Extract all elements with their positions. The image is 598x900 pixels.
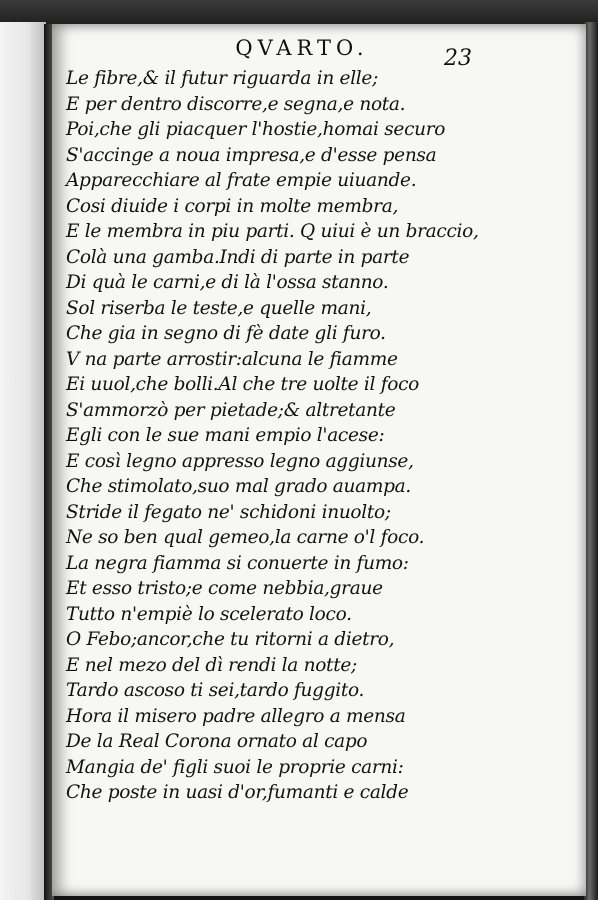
book-page [52,24,586,896]
page-number: 23 [444,46,472,71]
verse-line: Che poste in uasi d'or,fumanti e calde [66,782,409,803]
verse-line: E nel mezo del dì rendi la notte; [66,654,357,676]
verse-line: S'accinge a noua impresa,e d'esse pensa [66,144,437,166]
verse-line: E così legno appresso legno aggiunse, [66,450,414,472]
verse-line: Ei uuol,che bolli.Al che tre uolte il foco [66,374,419,395]
verse-line: Poi,che gli piacquer l'hostie,homai securo [66,119,446,140]
verse-line: V na parte arrostir:alcuna le fiamme [66,348,398,370]
verse-line: Che gia in segno di fè date gli furo. [66,323,386,344]
verse-line: Le fibre,& il futur riguarda in elle; [66,68,379,89]
verse-line: Egli con le sue mani empio l'acese: [66,425,385,446]
verse-line: Hora il misero padre allegro a mensa [66,705,406,727]
verse-line: Che stimolato,suo mal grado auampa. [66,476,411,497]
verse-line: Sol riserba le teste,e quelle mani, [66,297,372,319]
verse-line: La negra fiamma si conuerte in fumo: [66,552,409,574]
verse-line: Tardo ascoso ti sei,tardo fuggito. [66,680,365,701]
verse-line: E per dentro discorre,e segna,e nota. [66,93,406,115]
running-head: QVARTO. [235,36,369,60]
verse-line: Di quà le carni,e di là l'ossa stanno. [66,272,389,293]
verse-line: Et esso tristo;e come nebbia,graue [66,578,383,599]
verse-line: De la Real Corona ornato al capo [66,731,368,752]
verse-line: E le membra in piu parti. Q uiui è un braccio, [66,221,479,242]
verse-line: Mangia de' figli suoi le proprie carni: [66,756,404,778]
verse-line: Ne so ben qual gemeo,la carne o'l foco. [66,527,425,548]
verse-line: Stride il fegato ne' schidoni inuolto; [66,501,391,523]
verse-line: S'ammorzò per pietade;& altretante [66,399,396,421]
page-edge-right [584,22,598,900]
facing-page-edge [0,22,48,900]
verse-line: O Febo;ancor,che tu ritorni a dietro, [66,629,395,650]
verse-text [66,66,566,806]
verse-line: Colà una gamba.Indi di parte in parte [66,246,410,268]
verse-line: Tutto n'empiè lo scelerato loco. [66,603,352,625]
verse-line: Cosi diuide i corpi in molte membra, [66,195,399,217]
verse-line: Apparecchiare al frate empie uiuande. [66,170,417,191]
